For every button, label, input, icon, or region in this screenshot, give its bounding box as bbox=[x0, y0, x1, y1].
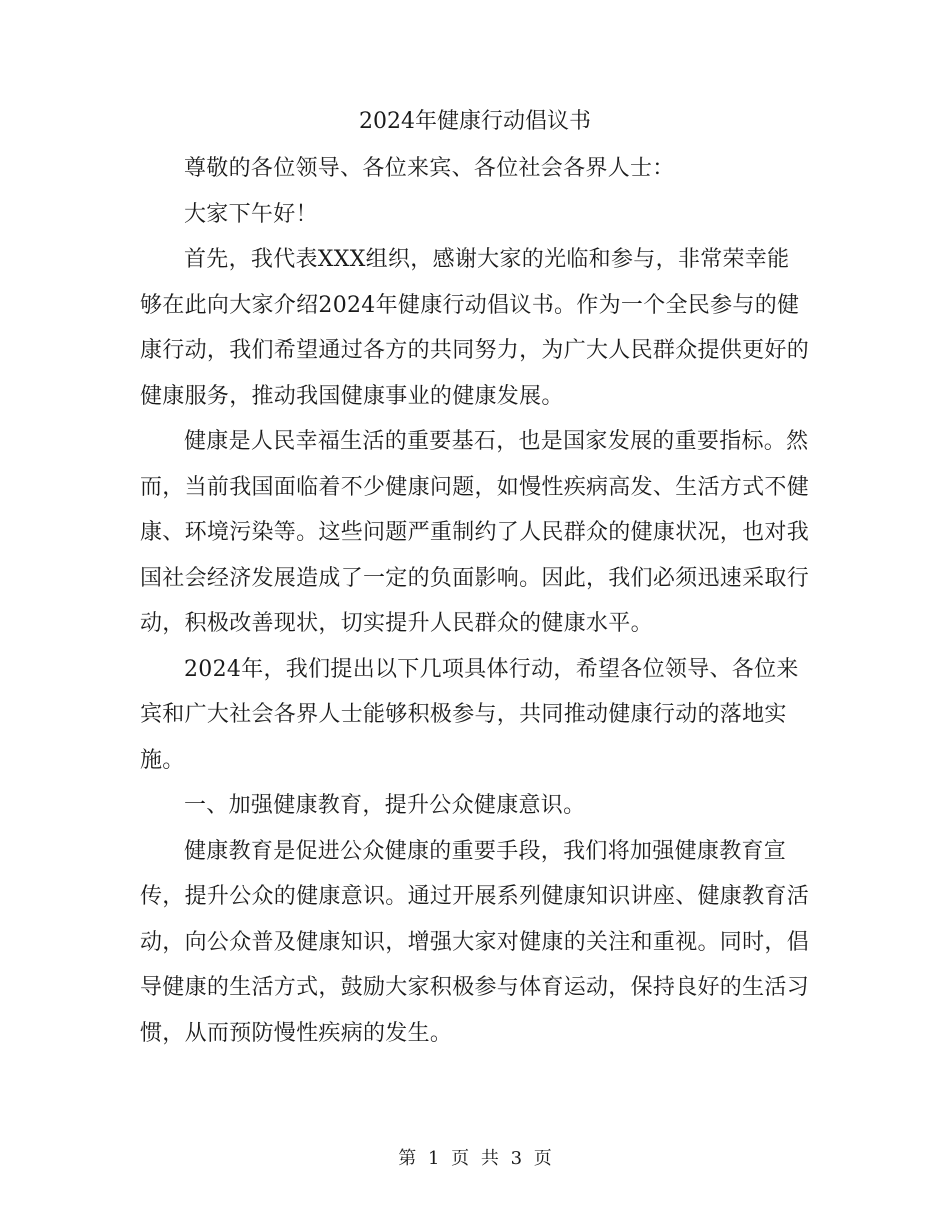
document-title: 2024年健康行动倡议书 bbox=[359, 109, 591, 134]
paragraph-actions-intro: 2024年，我们提出以下几项具体行动，希望各位领导、各位来宾和广大社会各界人士能够积极参与，共同推动健康行动的落地实施。 bbox=[140, 656, 799, 773]
salutation: 尊敬的各位领导、各位来宾、各位社会各界人士： bbox=[184, 156, 675, 181]
paragraph-background: 健康是人民幸福生活的重要基石，也是国家发展的重要指标。然而，当前我国面临着不少健康问题，如慢性疾病高发、生活方式不健康、环境污染等。这些问题严重制约了人民群众的健康状况，也对我国社会经济发展造成了一定的负面影响。因此，我们必须迅速采取行动，积极改善现状，切实提升人民群众的健康水平。 bbox=[140, 429, 810, 636]
document-body bbox=[140, 146, 810, 1056]
paragraph-intro: 首先，我代表XXX组织，感谢大家的光临和参与，非常荣幸能够在此向大家介绍2024年健康行动倡议书。作为一个全民参与的健康行动，我们希望通过各方的共同努力，为广大人民群众提供更好的健康服务，推动我国健康事业的健康发展。 bbox=[140, 247, 810, 409]
page-footer: 第 1 页 共 3 页 bbox=[398, 1148, 552, 1169]
section-heading-1: 一、加强健康教育，提升公众健康意识。 bbox=[184, 793, 586, 818]
paragraph-health-education: 健康教育是促进公众健康的重要手段，我们将加强健康教育宣传，提升公众的健康意识。通过开展系列健康知识讲座、健康教育活动，向公众普及健康知识，增强大家对健康的关注和重视。同时，倡导健康的生活方式，鼓励大家积极参与体育运动，保持良好的生活习惯，从而预防慢性疾病的发生。 bbox=[140, 838, 810, 1046]
greeting: 大家下午好！ bbox=[184, 201, 318, 227]
